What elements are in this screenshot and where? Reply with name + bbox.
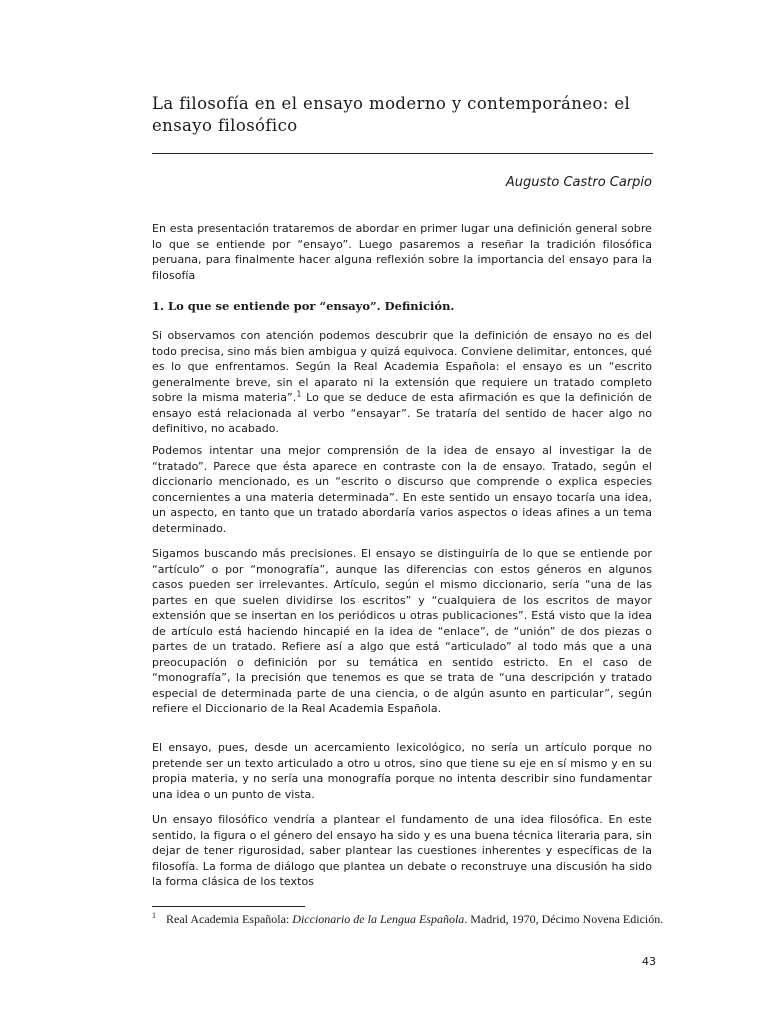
paragraph-4: El ensayo, pues, desde un acercamiento lexicológico, no sería un artículo porque no pretende ser un texto articulado a otro u otros, sino que tiene su eje en sí mismo y en su propia materia, y no sería una monografía porque no intenta describir sino fundamentar una idea o un punto de vista. (152, 741, 652, 801)
author-name: Augusto Castro Carpio (505, 175, 652, 190)
paragraph-3: Sigamos buscando más precisiones. El ensayo se distinguiría de lo que se entiende por “artículo” o por “monografía”, aunque las diferencias con estos géneros en algunos casos pueden ser irrelevantes. Artículo, según el mismo diccionario, sería “una de las partes en que suelen dividirse los escritos” y “cualquiera de los escritos de mayor extensión que se insertan en los periódicos u otras publicaciones”. Está visto que la idea de artículo está haciendo hincapié en la idea de “enlace”, de “unión” de dos piezas o partes de un tratado. Refiere así a algo que está “articulado” al todo más que a una preocupación o definición por su temática en sentido estricto. En el caso de “monografía”, la precisión que tenemos es que se trata de “una descripción y tratado especial de determinada parte de una ciencia, o de algún asunto en particular”, según refiere el Diccionario de la Real Academia Española. (152, 547, 652, 715)
footnote-book-title: Diccionario de la Lengua Española (292, 912, 465, 926)
paragraph-5: Un ensayo filosófico vendría a plantear el fundamento de una idea filosófica. En este sentido, la figura o el género del ensayo ha sido y es una buena técnica literaria para, sin dejar de tener rigurosidad, saber plantear las cuestiones inherentes y específicas de la filosofía. La forma de diálogo que plantea un debate o reconstruye una discusión ha sido la forma clásica de los textos (152, 813, 652, 888)
footnote-text: Real Academia Española: (163, 912, 293, 926)
paragraph-1 (152, 328, 652, 437)
paragraph-2: Podemos intentar una mejor comprensión de la idea de ensayo al investigar la de “tratado”. Parece que ésta aparece en contraste con la de ensayo. Tratado, según el diccionario mencionado, es un “escrito o discurso que comprende o explica especies concernientes a una materia determinada”. En este sentido un ensayo tocaría una idea, un aspecto, en tanto que un tratado abordaría varios aspectos o ideas afines a un tema determinado. (152, 444, 652, 535)
document-title: La filosofía en el ensayo moderno y contemporáneo: el ensayo filosófico (152, 94, 631, 135)
footnote-divider (152, 906, 305, 907)
footnote-reference[interactable]: 1 (296, 389, 302, 399)
section-heading: 1. Lo que se entiende por “ensayo”. Definición. (152, 299, 455, 313)
paragraph-1-text-cont: Lo que se deduce de esta afirmación es que la definición de ensayo está relacionada al verbo “ensayar”. Se trataría del sentido de hacer algo no definitivo, no acabado. (152, 391, 652, 435)
title-divider (152, 153, 653, 154)
intro-paragraph: En esta presentación trataremos de abordar en primer lugar una definición general sobre lo que se entiende por “ensayo”. Luego pasaremos a reseñar la tradición filosófica peruana, para finalmente hacer alguna reflexión sobre la importancia del ensayo para la filosofía (152, 222, 652, 282)
footnote-text-cont: . Madrid, 1970, Décimo Novena Edición. (464, 912, 664, 926)
paragraph-1-text: Si observamos con atención podemos descubrir que la definición de ensayo no es del todo precisa, sino más bien ambigua y quizá equivoca. Conviene delimitar, entonces, qué es lo que enfrentamos. Según la Real Academia Española: el ensayo es un “escrito generalmente breve, sin el aparato ni la extensión que requiere un tratado completo sobre la misma materia”. (152, 329, 652, 404)
footnote: 1 Real Academia Española: Diccionario de la Lengua Española. Madrid, 1970, Décimo Novena Edición. (152, 911, 664, 926)
page-number: 43 (642, 955, 656, 968)
